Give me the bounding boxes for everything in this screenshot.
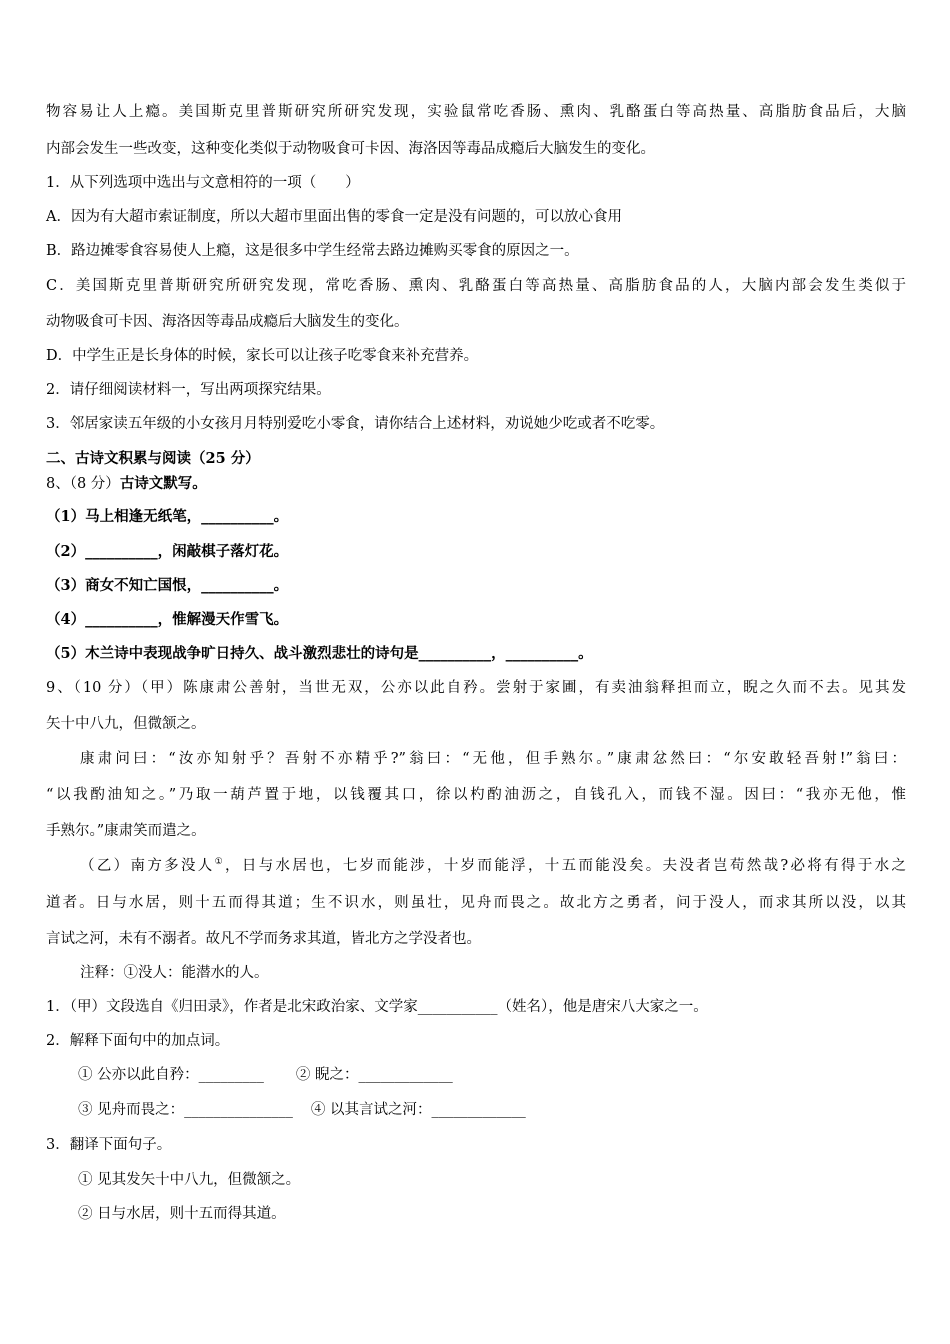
poem-item-5: （5）木兰诗中表现战争旷日持久、战斗激烈悲壮的诗句是__________，__________。 bbox=[46, 645, 593, 662]
question-2: 2．请仔细阅读材料一，写出两项探究结果。 bbox=[46, 382, 331, 398]
q9-word-d: ④ 以其言试之河：_____________ bbox=[310, 1102, 526, 1118]
q9-sub-question-1: 1．（甲）文段选自《归田录》，作者是北宋政治家、文学家___________（姓名），他是唐宋八大家之一。 bbox=[46, 999, 708, 1015]
question-1: 1．从下列选项中选出与文意相符的一项（ ） bbox=[46, 175, 360, 191]
option-b: B．路边摊零食容易使人上瘾，这是很多中学生经常去路边摊购买零食的原因之一。 bbox=[46, 243, 579, 259]
q9-translate-1: ① 见其发矢十中八九，但微颔之。 bbox=[78, 1172, 301, 1188]
material-line-2: 内部会发生一些改变，这种变化类似于动物吸食可卡因、海洛因等毒品成瘾后大脑发生的变化。 bbox=[46, 141, 655, 157]
material-line-1: 物容易让人上瘾。美国斯克里普斯研究所研究发现，实验鼠常吃香肠、熏肉、乳酪蛋白等高热量、高脂肪食品后，大脑 bbox=[46, 104, 906, 120]
q9-sub-question-3: 3．翻译下面句子。 bbox=[46, 1137, 172, 1153]
q9-passage-line-7: 道者。日与水居，则十五而得其道；生不识水，则虽壮，见舟而畏之。故北方之勇者，问于没人，而求其所以没，以其 bbox=[46, 895, 906, 911]
option-d: D．中学生正是长身体的时候，家长可以让孩子吃零食来补充营养。 bbox=[46, 348, 479, 364]
poem-item-1: （1）马上相逢无纸笔，__________。 bbox=[46, 508, 289, 525]
q9-word-b: ② 睨之：_____________ bbox=[295, 1067, 453, 1083]
option-c-line-2: 动物吸食可卡因、海洛因等毒品成瘾后大脑发生的变化。 bbox=[46, 314, 409, 330]
question-8-score: 8、（8 分） bbox=[46, 476, 120, 492]
option-c-line-1: C．美国斯克里普斯研究所研究发现，常吃香肠、熏肉、乳酪蛋白等高热量、高脂肪食品的人，大脑内部会发生类似于 bbox=[46, 278, 906, 294]
q9-passage-line-4: “以我酌油知之。”乃取一葫芦置于地，以钱覆其口，徐以杓酌油沥之，自钱孔入，而钱不湿。因曰：“我亦无他，惟 bbox=[46, 787, 906, 803]
q9-line-6-rest: ，日与水居也，七岁而能涉，十岁而能浮，十五而能没矣。夫没者岂苟然哉?必将有得于水之 bbox=[225, 858, 906, 874]
poem-item-3: （3）商女不知亡国恨，__________。 bbox=[46, 577, 289, 594]
q9-line-6-start: （乙）南方多没人 bbox=[80, 858, 215, 874]
q9-footnote: 注释：①没人：能潜水的人。 bbox=[80, 965, 269, 981]
question-3: 3．邻居家读五年级的小女孩月月特别爱吃小零食，请你结合上述材料，劝说她少吃或者不吃零。 bbox=[46, 416, 665, 432]
q9-passage-line-1: 9、（10 分）（甲）陈康肃公善射，当世无双，公亦以此自矜。尝射于家圃，有卖油翁释担而立，睨之久而不去。见其发 bbox=[46, 680, 906, 696]
q9-passage-line-5: 手熟尔。”康肃笑而遣之。 bbox=[46, 823, 206, 839]
question-8-header bbox=[46, 474, 906, 494]
q9-word-c: ③ 见舟而畏之：_______________ bbox=[78, 1102, 293, 1118]
question-8-title: 古诗文默写。 bbox=[119, 475, 207, 492]
q9-passage-line-3: 康肃问曰：“汝亦知射乎？吾射不亦精乎?”翁曰：“无他，但手熟尔。”康肃忿然曰：“尔安敢轻吾射!”翁曰： bbox=[80, 751, 906, 767]
footnote-marker: ① bbox=[214, 857, 226, 868]
option-a: A．因为有大超市索证制度，所以大超市里面出售的零食一定是没有问题的，可以放心食用 bbox=[46, 209, 622, 225]
q9-sub-question-2: 2．解释下面句中的加点词。 bbox=[46, 1033, 230, 1049]
poem-item-2: （2）__________，闲敲棋子落灯花。 bbox=[46, 543, 289, 560]
q9-passage-line-6 bbox=[80, 856, 906, 876]
section-heading: 二、古诗文积累与阅读（25 分） bbox=[46, 450, 260, 467]
q9-word-a: ① 公亦以此自矜：_________ bbox=[78, 1067, 264, 1083]
poem-item-4: （4）__________，惟解漫天作雪飞。 bbox=[46, 611, 289, 628]
q9-translate-2: ② 日与水居，则十五而得其道。 bbox=[78, 1206, 286, 1222]
q9-passage-line-2: 矢十中八九，但微颔之。 bbox=[46, 716, 206, 732]
q9-passage-line-8: 言试之河，未有不溺者。故凡不学而务求其道，皆北方之学没者也。 bbox=[46, 931, 481, 947]
q9-sub-question-2-row-1 bbox=[78, 1065, 906, 1085]
q9-sub-question-2-row-2 bbox=[78, 1100, 906, 1120]
